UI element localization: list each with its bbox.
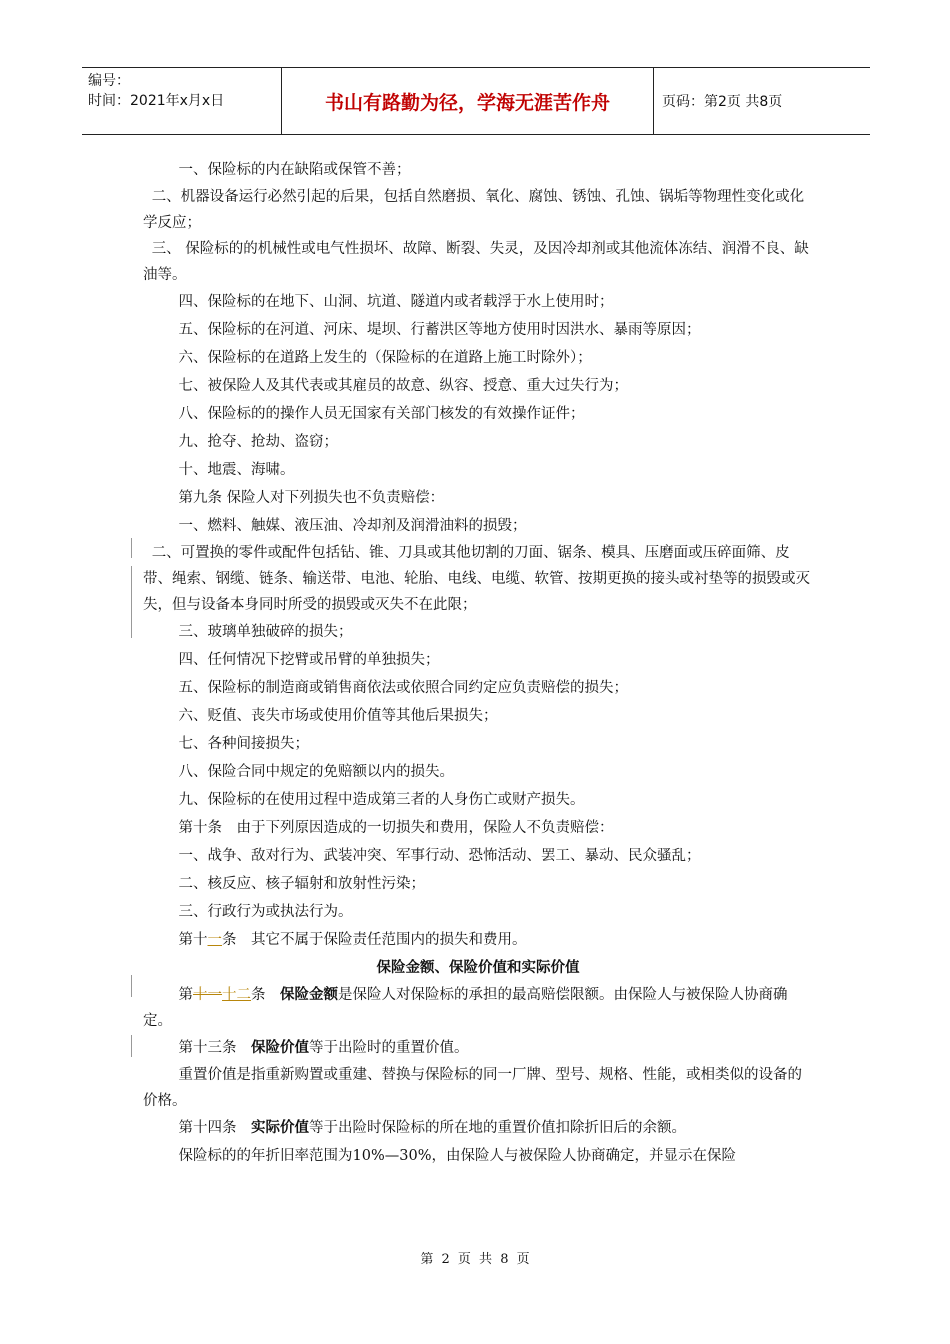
header-motto: 书山有路勤为径，学海无涯苦作舟	[282, 68, 654, 134]
deleted-text: 十一	[193, 987, 223, 1003]
revision-bar	[131, 1035, 132, 1057]
paragraph: 一、战争、敌对行为、武装冲突、军事行动、恐怖活动、罢工、暴动、民众骚乱；	[178, 848, 701, 864]
paragraph: 六、保险标的在道路上发生的（保险标的在道路上施工时除外）；	[178, 350, 592, 366]
paragraph: 八、保险标的的操作人员无国家有关部门核发的有效操作证件；	[178, 406, 585, 422]
inserted-text: 一	[207, 932, 223, 948]
paragraph: 十、地震、海啸。	[178, 462, 295, 478]
paragraph: 八、保险合同中规定的免赔额以内的损失。	[178, 764, 455, 780]
paragraph: 二、机器设备运行必然引起的后果，包括自然磨损、氧化、腐蚀、锈蚀、孔蚀、锅垢等物理性变化或化学反应；	[143, 189, 805, 231]
article-11: 第十一条 其它不属于保险责任范围内的损失和费用。	[178, 932, 527, 948]
paragraph: 三、行政行为或执法行为。	[178, 904, 353, 920]
article-12: 第十一十二条 保险金额是保险人对保险标的承担的最高赔偿限额。由保险人与被保险人协商确定。	[143, 987, 788, 1029]
paragraph: 二、核反应、核子辐射和放射性污染；	[178, 876, 426, 892]
article-heading: 第十条 由于下列原因造成的一切损失和费用，保险人不负责赔偿：	[178, 820, 614, 836]
article-13: 第十三条 保险价值等于出险时的重置价值。	[178, 1040, 469, 1056]
paragraph: 九、抢夺、抢劫、盗窃；	[178, 434, 339, 450]
paragraph: 二、可置换的零件或配件包括钻、锥、刀具或其他切割的刀面、锯条、模具、压磨面或压碎面筛、皮带、绳索、钢缆、链条、输送带、电池、轮胎、电线、电缆、软管、按期更换的接头或衬垫等的损毁或灭失，但与设备本身同时所受的损毁或灭失不在此限；	[143, 545, 810, 613]
inserted-text: 十二	[222, 987, 252, 1003]
revision-bar	[131, 566, 132, 638]
paragraph: 四、任何情况下挖臂或吊臂的单独损失；	[178, 652, 440, 668]
paragraph: 一、保险标的内在缺陷或保管不善；	[178, 162, 411, 178]
paragraph: 五、保险标的在河道、河床、堤坝、行蓄洪区等地方使用时因洪水、暴雨等原因；	[178, 322, 701, 338]
revision-bar	[131, 975, 132, 997]
paragraph: 重置价值是指重新购置或重建、替换与保险标的同一厂牌、型号、规格、性能，或相类似的设备的价格。	[143, 1067, 803, 1109]
section-title: 保险金额、保险价值和实际价值	[376, 960, 580, 976]
term-bold: 保险金额	[280, 987, 339, 1003]
paragraph: 三、 保险标的的机械性或电气性损坏、故障、断裂、失灵，及因冷却剂或其他流体冻结、润滑不良、缺油等。	[143, 241, 809, 283]
time-label: 时间：2021年x月x日	[88, 93, 225, 109]
document-body	[143, 156, 813, 1170]
paragraph: 一、燃料、触媒、液压油、冷却剂及润滑油料的损毁；	[178, 518, 527, 534]
header-meta	[82, 68, 282, 134]
page-footer: 第 2 页 共 8 页	[420, 1252, 530, 1267]
paragraph: 七、各种间接损失；	[178, 736, 310, 752]
paragraph: 六、贬值、丧失市场或使用价值等其他后果损失；	[178, 708, 498, 724]
paragraph: 五、保险标的制造商或销售商依法或依照合同约定应负责赔偿的损失；	[178, 680, 629, 696]
paragraph: 保险标的的年折旧率范围为10%—30%，由保险人与被保险人协商确定，并显示在保险	[178, 1148, 736, 1164]
paragraph: 九、保险标的在使用过程中造成第三者的人身伤亡或财产损失。	[178, 792, 585, 808]
revision-bar	[131, 538, 132, 558]
article-heading: 第九条 保险人对下列损失也不负责赔偿：	[178, 490, 445, 506]
paragraph: 七、被保险人及其代表或其雇员的故意、纵容、授意、重大过失行为；	[178, 378, 629, 394]
term-bold: 实际价值	[251, 1120, 310, 1136]
term-bold: 保险价值	[251, 1040, 310, 1056]
paragraph: 四、保险标的在地下、山洞、坑道、隧道内或者载浮于水上使用时；	[178, 294, 614, 310]
article-14: 第十四条 实际价值等于出险时保险标的所在地的重置价值扣除折旧后的余额。	[178, 1120, 687, 1136]
number-label: 编号：	[88, 73, 130, 89]
paragraph: 三、玻璃单独破碎的损失；	[178, 624, 353, 640]
document-header	[82, 67, 870, 135]
header-page-info: 页码：第2页 共8页	[662, 94, 783, 110]
